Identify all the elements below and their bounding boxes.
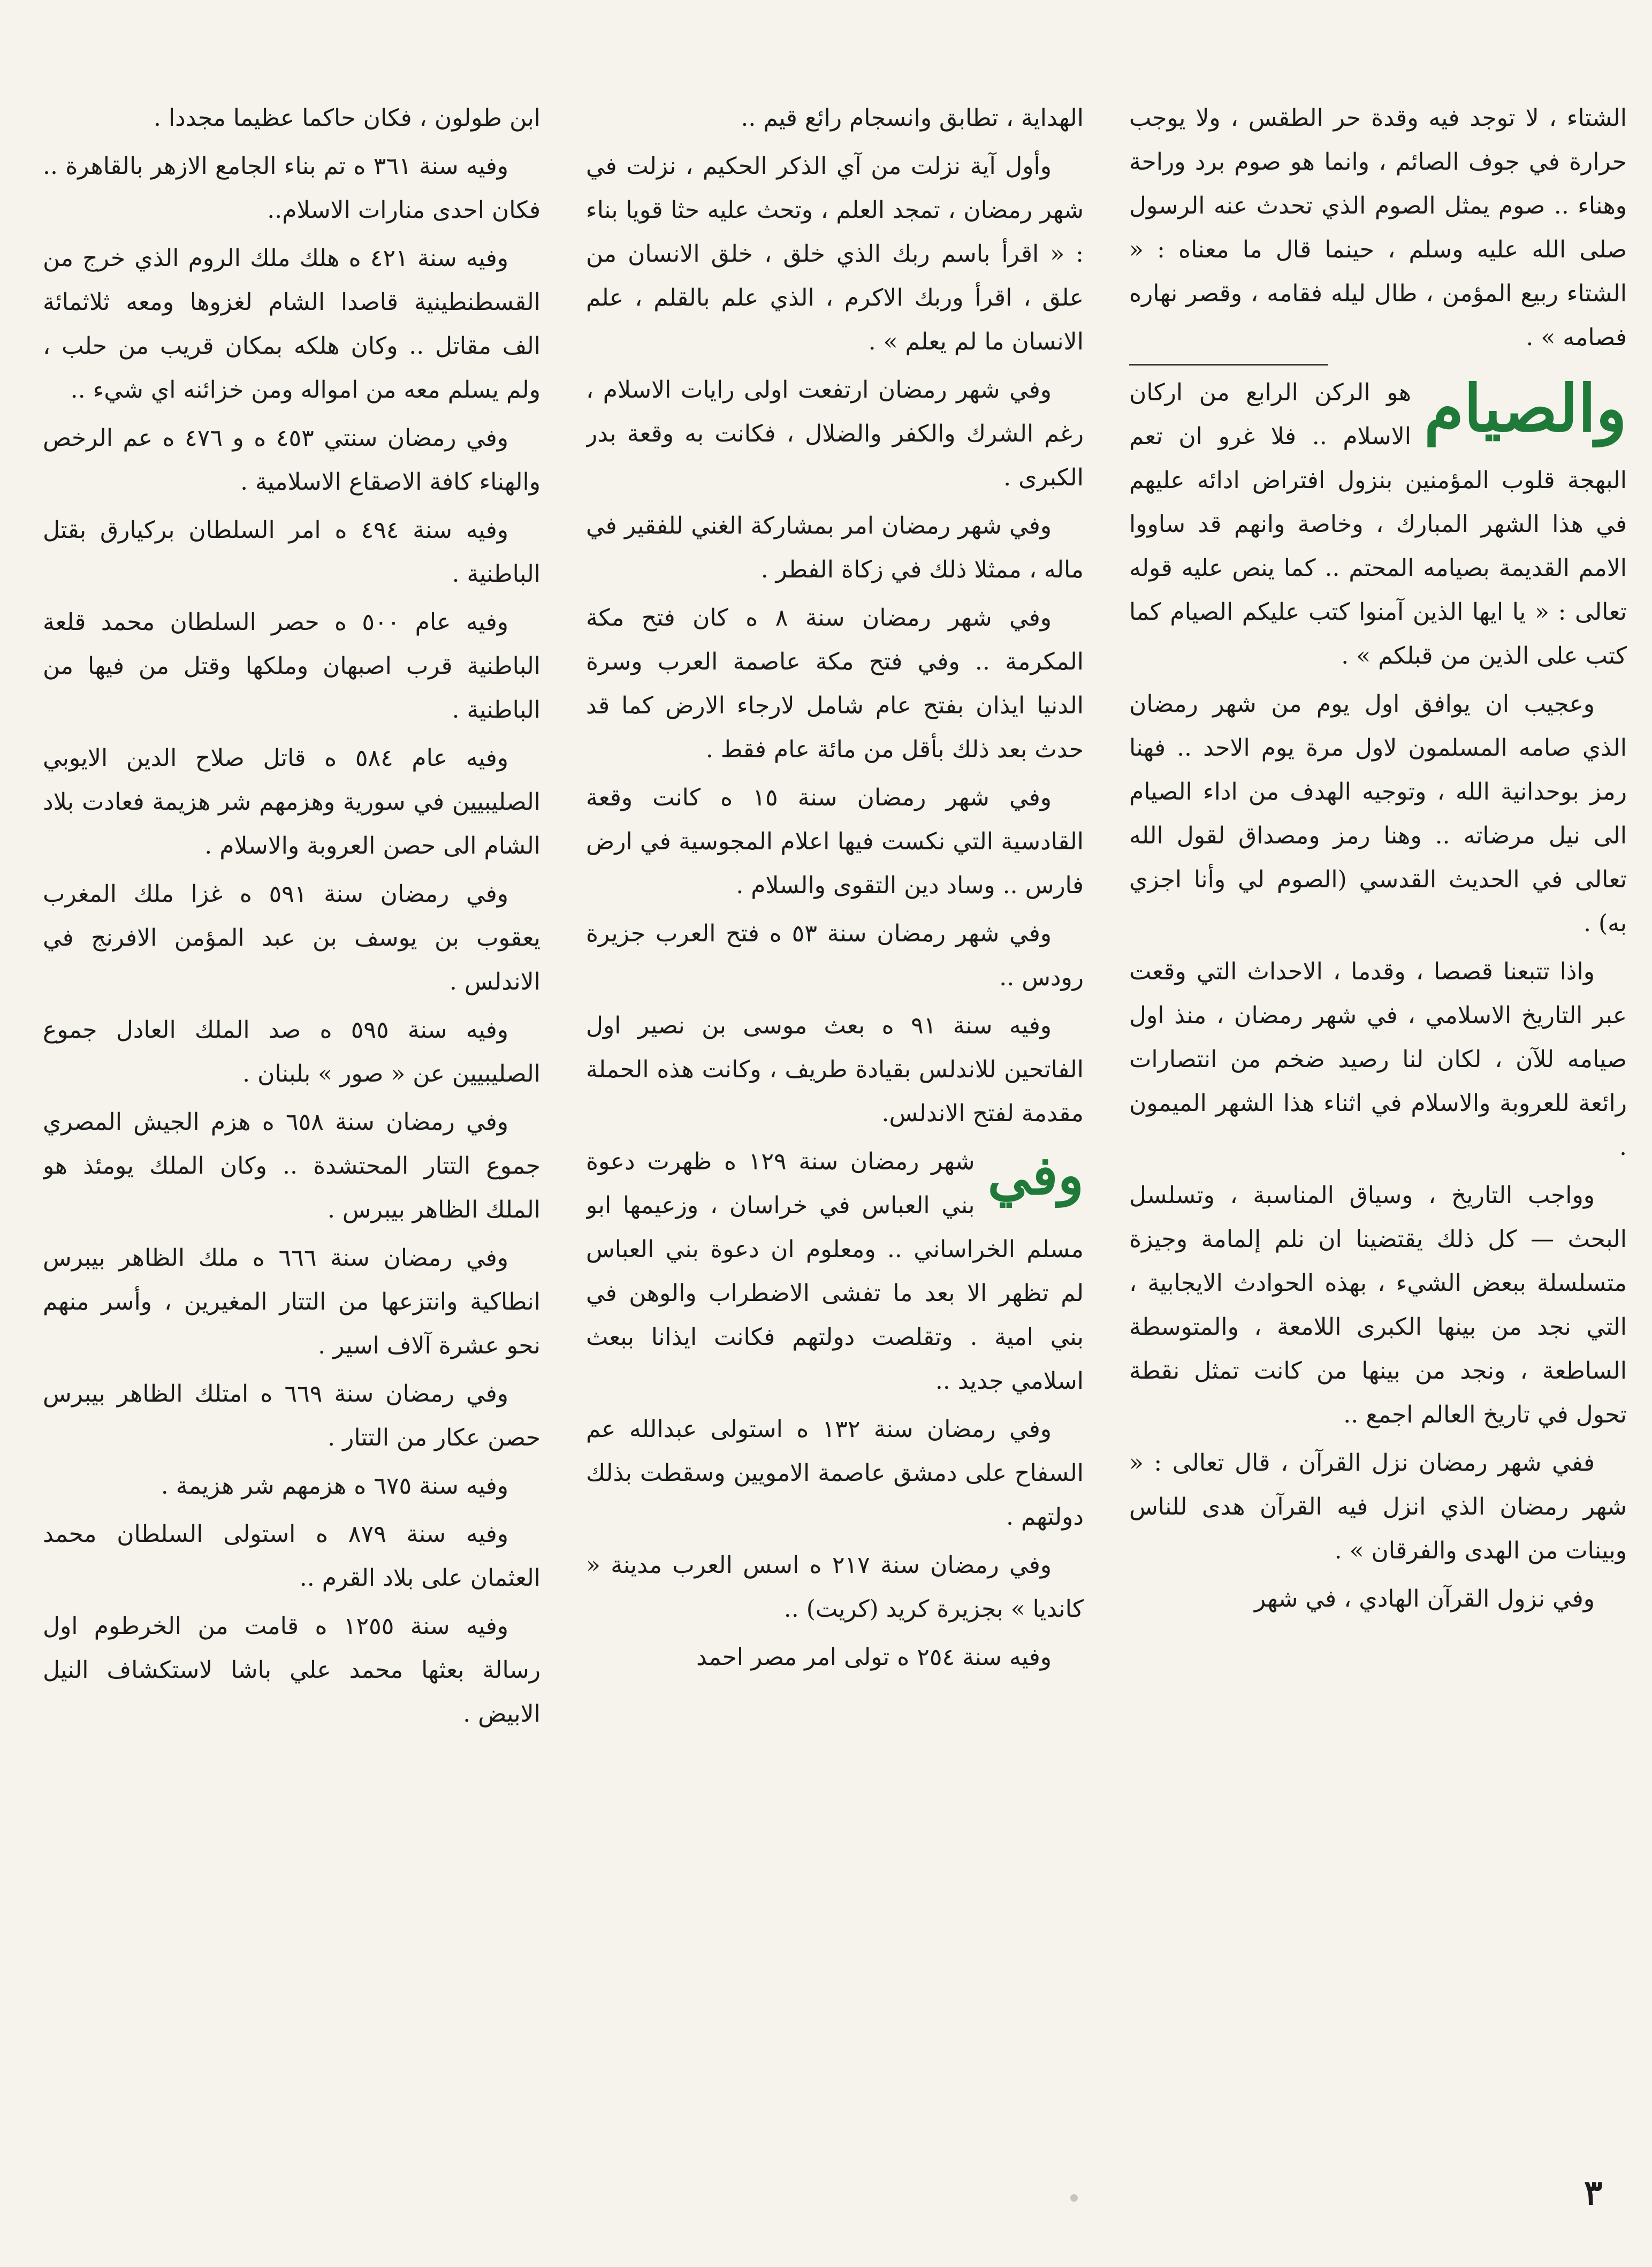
paragraph: وفي رمضان سنة ٦٦٩ ه امتلك الظاهر بيبرس حصن عكار من التتار .	[43, 1380, 540, 1451]
drop-word: وفي	[987, 1144, 1084, 1207]
paragraph: وفيه عام ٥٨٤ ه قاتل صلاح الدين الايوبي الصليبيين في سورية وهزمهم شر هزيمة فعادت بلاد الشام الى حصن العروبة والاسلام .	[43, 744, 540, 859]
text-column-right	[1129, 96, 1627, 2216]
drop-word: والصيام	[1424, 371, 1627, 446]
paragraph: وفي شهر رمضان سنة ١٥ ه كانت وقعة القادسية التي نكست فيها اعلام المجوسية في ارض فارس .. وساد دين التقوى والسلام .	[586, 784, 1084, 899]
drop-paragraph	[1129, 371, 1627, 678]
paragraph: وفي شهر رمضان امر بمشاركة الغني للفقير في ماله ، ممثلا ذلك في زكاة الفطر .	[586, 512, 1084, 583]
paragraph: وفيه سنة ٤٩٤ ه امر السلطان بركيارق بقتل الباطنية .	[43, 516, 540, 588]
paragraph: وفيه عام ٥٠٠ ه حصر السلطان محمد قلعة الباطنية قرب اصبهان وملكها وقتل من فيها من الباطنية .	[43, 608, 540, 724]
paragraph: وفي شهر رمضان سنة ٨ ه كان فتح مكة المكرمة .. وفي فتح مكة عاصمة العرب وسرة الدنيا ايذان بفتح عام شامل لارجاء الارض كما قد حدث بعد ذلك بأقل من مائة عام فقط .	[586, 604, 1084, 763]
paragraph: وواجب التاريخ ، وسياق المناسبة ، وتسلسل البحث — كل ذلك يقتضينا ان نلم إلمامة وجيزة متسلسلة ببعض الشيء ، بهذه الحوادث الايجابية ، التي نجد من بينها الكبرى اللامعة ، والمتوسطة الساطعة ، ونجد من بينها من كانت تمثل نقطة تحول في تاريخ العالم اجمع ..	[1129, 1182, 1627, 1428]
paragraph: وفي رمضان سنة ٥٩١ ه غزا ملك المغرب يعقوب بن يوسف بن عبد المؤمن الافرنج في الاندلس .	[43, 880, 540, 995]
paragraph: وفيه سنة ١٢٥٥ ه قامت من الخرطوم اول رسالة بعثها محمد علي باشا لاستكشاف النيل الابيض .	[43, 1612, 540, 1728]
paragraph: وفيه سنة ٣٦١ ه تم بناء الجامع الازهر بالقاهرة .. فكان احدى منارات الاسلام..	[43, 153, 540, 224]
paragraph: وفيه سنة ٥٩٥ ه صد الملك العادل جموع الصليبيين عن « صور » بلبنان .	[43, 1016, 540, 1087]
paragraph: وفيه سنة ٤٢١ ه هلك ملك الروم الذي خرج من القسطنطينية قاصدا الشام لغزوها ومعه ثلاثمائة الف مقاتل .. وكان هلكه بمكان قريب من حلب ، ولم يسلم معه من امواله ومن خزائنه اي شيء ..	[43, 245, 540, 404]
paragraph-text: شهر رمضان سنة ١٢٩ ه ظهرت دعوة بني العباس في خراسان ، وزعيمها ابو مسلم الخراساني .. ومعلوم ان دعوة بني العباس لم تظهر الا بعد ما تفشى الاضطراب والوهن في بني امية . وتقلصت دولتهم فكانت ايذانا ببعث اسلامي جديد ..	[586, 1148, 1084, 1395]
paragraph: وعجيب ان يوافق اول يوم من شهر رمضان الذي صامه المسلمون لاول مرة يوم الاحد .. فهنا رمز بوحدانية الله ، وتوجيه الهدف من اداء الصيام الى نيل مرضاته .. وهنا رمز ومصداق لقول الله تعالى في الحديث القدسي (الصوم لي وأنا اجزي به) .	[1129, 690, 1627, 937]
paragraph-text: هو الركن الرابع من اركان الاسلام .. فلا غرو ان تعم البهجة قلوب المؤمنين بنزول افتراض ادائه عليهم في هذا الشهر المبارك ، وخاصة وانهم قد ساووا الامم القديمة بصيامه المحتم .. كما ينص عليه قوله تعالى : « يا ايها الذين آمنوا كتب عليكم الصيام كما كتب على الذين من قبلكم » .	[1129, 379, 1627, 670]
paragraph: وفيه سنة ٦٧٥ ه هزمهم شر هزيمة .	[161, 1472, 508, 1500]
paragraph: الشتاء ، لا توجد فيه وقدة حر الطقس ، ولا يوجب حرارة في جوف الصائم ، وانما هو صوم برد وراحة وهناء .. صوم يمثل الصوم الذي تحدث عنه الرسول صلى الله عليه وسلم ، حينما قال ما معناه : « الشتاء ربيع المؤمن ، طال ليله فقامه ، وقصر نهاره فصامه » .	[1129, 104, 1627, 351]
paragraph: وفي شهر رمضان سنة ٥٣ ه فتح العرب جزيرة رودس ..	[586, 920, 1084, 991]
paragraph: واذا تتبعنا قصصا ، وقدما ، الاحداث التي وقعت عبر التاريخ الاسلامي ، في شهر رمضان ، منذ اول صيامه للآن ، لكان لنا رصيد ضخم من انتصارات رائعة للعروبة والاسلام في اثناء هذا الشهر الميمون .	[1129, 958, 1627, 1161]
paragraph: وفي رمضان سنة ٢١٧ ه اسس العرب مدينة « كانديا » بجزيرة كريد (كريت) ..	[586, 1551, 1084, 1623]
paragraph: وفي رمضان سنة ٦٦٦ ه ملك الظاهر بيبرس انطاكية وانتزعها من التتار المغيرين ، وأسر منهم نحو عشرة آلاف اسير .	[43, 1244, 540, 1359]
paragraph: وفي نزول القرآن الهادي ، في شهر	[1254, 1585, 1595, 1612]
paragraph: وأول آية نزلت من آي الذكر الحكيم ، نزلت في شهر رمضان ، تمجد العلم ، وتحث عليه حثا قويا بناء : « اقرأ باسم ربك الذي خلق ، خلق الانسان من علق ، اقرأ وربك الاكرم ، الذي علم بالقلم ، علم الانسان ما لم يعلم » .	[586, 153, 1084, 355]
paragraph: وفي رمضان سنة ١٣٢ ه استولى عبدالله عم السفاح على دمشق عاصمة الامويين وسقطت بذلك دولتهم .	[586, 1416, 1084, 1531]
drop-paragraph	[586, 1140, 1084, 1403]
paragraph: وفي رمضان سنة ٦٥٨ ه هزم الجيش المصري جموع التتار المحتشدة .. وكان الملك يومئذ هو الملك الظاهر بيبرس .	[43, 1108, 540, 1223]
paragraph: وفيه سنة ٢٥٤ ه تولى امر مصر احمد	[696, 1644, 1052, 1671]
paragraph: الهداية ، تطابق وانسجام رائع قيم ..	[741, 104, 1084, 132]
paragraph: ابن طولون ، فكان حاكما عظيما مجددا .	[153, 104, 540, 132]
gutter-dot	[1070, 2194, 1078, 2202]
section-divider	[1129, 364, 1328, 366]
paragraph: وفيه سنة ٩١ ه بعث موسى بن نصير اول الفاتحين للاندلس بقيادة طريف ، وكانت هذه الحملة مقدمة لفتح الاندلس.	[586, 1012, 1084, 1127]
paragraph: وفي رمضان سنتي ٤٥٣ ه و ٤٧٦ ه عم الرخص والهناء كافة الاصقاع الاسلامية .	[43, 424, 540, 496]
paragraph: ففي شهر رمضان نزل القرآن ، قال تعالى : « شهر رمضان الذي انزل فيه القرآن هدى للناس وبينات من الهدى والفرقان » .	[1129, 1449, 1627, 1564]
text-column-middle	[586, 96, 1084, 2216]
page-number: ٣	[1584, 2173, 1603, 2213]
paragraph: وفيه سنة ٨٧٩ ه استولى السلطان محمد العثمان على بلاد القرم ..	[43, 1520, 540, 1592]
text-column-left	[43, 96, 540, 2216]
paragraph: وفي شهر رمضان ارتفعت اولى رايات الاسلام ، رغم الشرك والكفر والضلال ، فكانت به وقعة بدر الكبرى .	[586, 376, 1084, 491]
